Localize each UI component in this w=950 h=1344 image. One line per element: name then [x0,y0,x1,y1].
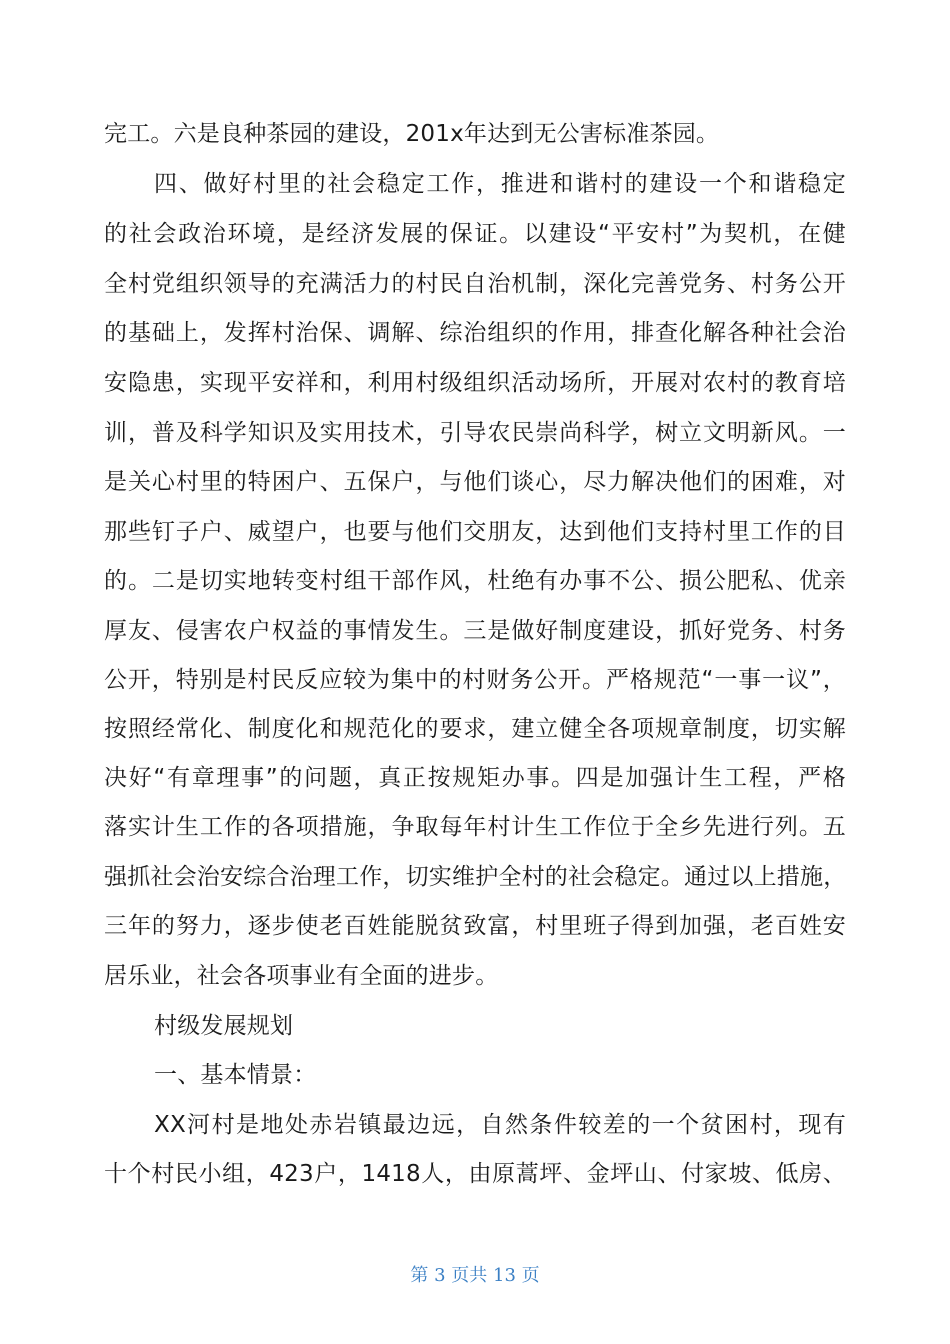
paragraph-line: 的社会政治环境，是经济发展的保证。以建设“平安村”为契机，在健 [104,221,846,247]
paragraph-line: 居乐业，社会各项事业有全面的进步。 [104,963,499,989]
paragraph-line: 按照经常化、制度化和规范化的要求，建立健全各项规章制度，切实解 [104,716,846,742]
paragraph-line: 是关心村里的特困户、五保户，与他们谈心，尽力解决他们的困难，对 [104,469,846,495]
paragraph-line: 公开，特别是村民反应较为集中的村财务公开。严格规范“一事一议”， [104,667,846,693]
paragraph-line: 安隐患，实现平安祥和，利用村级组织活动场所，开展对农村的教育培 [104,370,846,396]
paragraph-line: 的。二是切实地转变村组干部作风，杜绝有办事不公、损公肥私、优亲 [104,568,846,594]
paragraph-line: 十个村民小组，423户，1418人，由原蒿坪、金坪山、付家坡、低房、 [104,1161,846,1187]
paragraph-line: 落实计生工作的各项措施，争取每年村计生工作位于全乡先进行列。五 [104,814,846,840]
paragraph-line: 决好“有章理事”的问题，真正按规矩办事。四是加强计生工程，严格 [104,765,846,791]
section-heading: 村级发展规划 [154,1013,294,1039]
paragraph-line: 那些钉子户、威望户，也要与他们交朋友，达到他们支持村里工作的目 [104,519,846,545]
section-heading: 一、基本情景： [154,1062,317,1088]
paragraph-line: 厚友、侵害农户权益的事情发生。三是做好制度建设，抓好党务、村务 [104,618,846,644]
paragraph-line: 三年的努力，逐步使老百姓能脱贫致富，村里班子得到加强，老百姓安 [104,913,846,939]
paragraph-line: 全村党组织领导的充满活力的村民自治机制，深化完善党务、村务公开 [104,271,846,297]
paragraph-line: 的基础上，发挥村治保、调解、综治组织的作用，排查化解各种社会治 [104,320,846,346]
paragraph-line: XX河村是地处赤岩镇最边远，自然条件较差的一个贫困村，现有 [154,1112,846,1138]
page-number-footer: 第 3 页共 13 页 [410,1265,540,1286]
paragraph-line: 完工。六是良种茶园的建设，201x年达到无公害标准茶园。 [104,121,720,147]
paragraph-line: 训，普及科学知识及实用技术，引导农民崇尚科学，树立文明新风。一 [104,420,846,446]
paragraph-line: 四、做好村里的社会稳定工作，推进和谐村的建设一个和谐稳定 [154,171,846,197]
paragraph-line: 强抓社会治安综合治理工作，切实维护全村的社会稳定。通过以上措施， [104,864,847,890]
